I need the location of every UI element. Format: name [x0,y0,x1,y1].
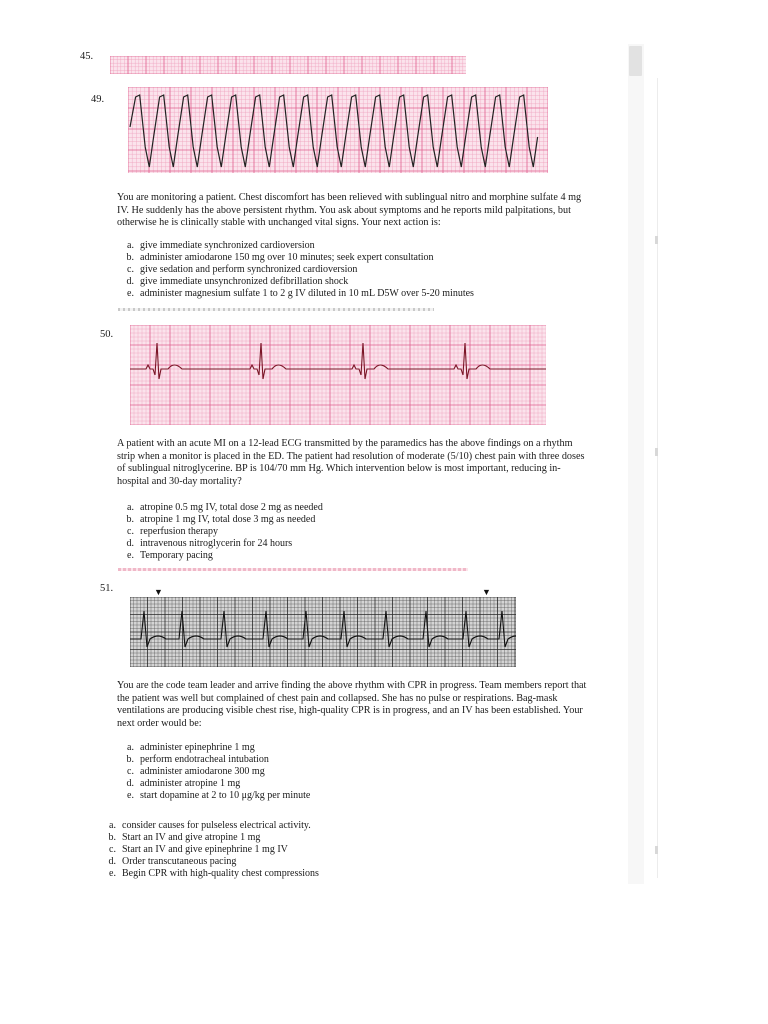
question-51-stem: You are the code team leader and arrive finding the above rhythm with CPR in progress. Team members report that the patient was well but complained of chest pain and collapsed. She has no pulse or respirations. Bag-mask ventilations are producing visible chest rise, high-quality CPR is in progress, and an IV has been established. Your next order would be: [117,680,587,729]
scan-separator [118,568,468,571]
option-item[interactable]: c. administer amiodarone 300 mg [127,766,265,778]
ecg-strip-51 [130,597,516,667]
option-item[interactable]: c. reperfusion therapy [127,526,219,538]
option-item[interactable]: d. administer atropine 1 mg [126,778,241,790]
ecg-strip-45 [110,56,466,74]
ecg-strip-49 [128,87,548,173]
question-45-number: 45. [80,51,94,62]
option-item[interactable]: a. administer epinephrine 1 mg [127,742,255,753]
option-item[interactable]: e. start dopamine at 2 to 10 μg/kg per minute [127,790,311,802]
option-item[interactable]: e. Begin CPR with high-quality chest compressions [109,868,319,880]
option-item[interactable]: a. atropine 0.5 mg IV, total dose 2 mg as needed [127,502,323,513]
extra-options [98,820,319,880]
option-item[interactable]: c. give sedation and perform synchronized cardioversion [127,264,358,276]
option-item[interactable]: e. administer magnesium sulfate 1 to 2 g IV diluted in 10 mL D5W over 5-20 minutes [127,288,474,300]
marker-triangle-right: ▼ [482,587,491,597]
ecg-strip-50 [130,325,546,425]
option-item[interactable]: c. Start an IV and give epinephrine 1 mg IV [109,844,288,856]
option-item[interactable]: b. Start an IV and give atropine 1 mg [108,832,261,844]
question-50-options [116,502,323,562]
option-item[interactable]: b. perform endotracheal intubation [126,754,269,766]
option-item[interactable]: b. atropine 1 mg IV, total dose 3 mg as needed [126,514,316,526]
scrollbar-track[interactable] [628,44,644,884]
scrollbar-thumb[interactable] [629,46,642,76]
scan-edge-tick [655,846,658,854]
option-item[interactable]: a. consider causes for pulseless electrical activity. [109,820,311,831]
scan-separator [118,308,434,311]
scan-edge-tick [655,448,658,456]
question-51-options [116,742,310,802]
scan-edge-tick [655,236,658,244]
option-item[interactable]: a. give immediate synchronized cardioversion [127,240,315,251]
scan-edge-line [657,78,658,878]
option-item[interactable]: d. give immediate unsynchronized defibrillation shock [126,276,349,288]
question-51-number: 51. [100,583,114,594]
option-item[interactable]: e. Temporary pacing [127,550,213,562]
question-50-number: 50. [100,329,114,340]
question-49-options [116,240,474,300]
question-50-stem: A patient with an acute MI on a 12-lead ECG transmitted by the paramedics has the above findings on a rhythm strip when a monitor is placed in the ED. The patient had resolution of moderate (5/10) chest pain with three doses of sublingual nitroglycerine. BP is 104/70 mm Hg. Which intervention below is most important, reducing in-hospital and 30-day mortality? [117,438,585,487]
question-49-number: 49. [91,94,105,105]
marker-triangle-left: ▼ [154,587,163,597]
option-item[interactable]: d. Order transcutaneous pacing [108,856,237,868]
option-item[interactable]: d. intravenous nitroglycerin for 24 hours [126,538,293,550]
question-49-stem: You are monitoring a patient. Chest discomfort has been relieved with sublingual nitro and morphine sulfate 4 mg IV. He suddenly has the above persistent rhythm. You ask about symptoms and he reports mild palpitations, but otherwise he is clinically stable with unchanged vital signs. Your next action is: [117,192,582,229]
option-item[interactable]: b. administer amiodarone 150 mg over 10 minutes; seek expert consultation [126,252,434,264]
